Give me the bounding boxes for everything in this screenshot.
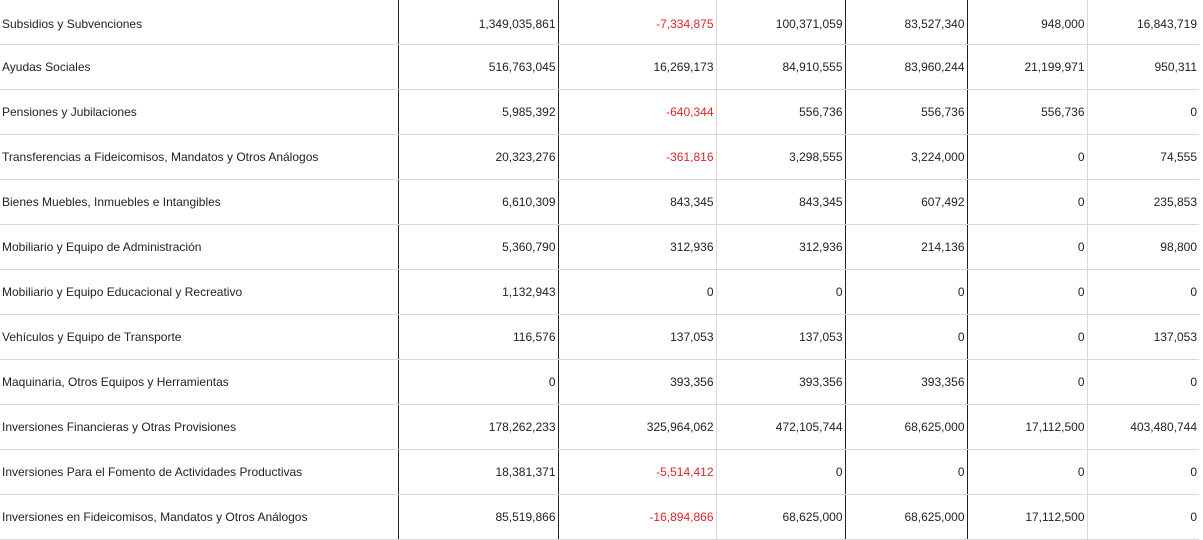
value-cell: 84,910,555 xyxy=(716,45,845,90)
row-label: Ayudas Sociales xyxy=(0,45,398,90)
value-cell: 0 xyxy=(398,360,558,405)
value-cell: 0 xyxy=(845,450,967,495)
table-row xyxy=(0,0,1199,45)
table-row xyxy=(0,270,1199,315)
table-row xyxy=(0,450,1199,495)
value-cell: 0 xyxy=(967,270,1087,315)
table-row xyxy=(0,495,1199,540)
value-cell: 0 xyxy=(967,360,1087,405)
value-cell: 1,349,035,861 xyxy=(398,0,558,45)
value-cell: 68,625,000 xyxy=(716,495,845,540)
value-cell: 393,356 xyxy=(845,360,967,405)
value-cell: 21,199,971 xyxy=(967,45,1087,90)
value-cell: 116,576 xyxy=(398,315,558,360)
value-cell: 843,345 xyxy=(558,180,716,225)
table-row xyxy=(0,45,1199,90)
value-cell: 18,381,371 xyxy=(398,450,558,495)
value-cell: 3,224,000 xyxy=(845,135,967,180)
value-cell: 0 xyxy=(967,315,1087,360)
value-cell: 6,610,309 xyxy=(398,180,558,225)
row-label: Vehículos y Equipo de Transporte xyxy=(0,315,398,360)
value-cell: 948,000 xyxy=(967,0,1087,45)
value-cell: 0 xyxy=(716,450,845,495)
value-cell: -640,344 xyxy=(558,90,716,135)
value-cell: 5,360,790 xyxy=(398,225,558,270)
row-label: Transferencias a Fideicomisos, Mandatos y Otros Análogos xyxy=(0,135,398,180)
row-label: Pensiones y Jubilaciones xyxy=(0,90,398,135)
value-cell: -16,894,866 xyxy=(558,495,716,540)
value-cell: -361,816 xyxy=(558,135,716,180)
value-cell: 950,311 xyxy=(1087,45,1199,90)
value-cell: 0 xyxy=(558,270,716,315)
row-label: Subsidios y Subvenciones xyxy=(0,0,398,45)
value-cell: 214,136 xyxy=(845,225,967,270)
value-cell: 100,371,059 xyxy=(716,0,845,45)
value-cell: 74,555 xyxy=(1087,135,1199,180)
value-cell: 472,105,744 xyxy=(716,405,845,450)
value-cell: -7,334,875 xyxy=(558,0,716,45)
value-cell: 312,936 xyxy=(558,225,716,270)
table-row xyxy=(0,405,1199,450)
value-cell: 556,736 xyxy=(845,90,967,135)
value-cell: 0 xyxy=(967,450,1087,495)
table-row xyxy=(0,225,1199,270)
value-cell: 68,625,000 xyxy=(845,405,967,450)
value-cell: 20,323,276 xyxy=(398,135,558,180)
value-cell: 17,112,500 xyxy=(967,495,1087,540)
value-cell: 235,853 xyxy=(1087,180,1199,225)
value-cell: 0 xyxy=(1087,90,1199,135)
value-cell: 68,625,000 xyxy=(845,495,967,540)
value-cell: 607,492 xyxy=(845,180,967,225)
value-cell: 312,936 xyxy=(716,225,845,270)
value-cell: 83,527,340 xyxy=(845,0,967,45)
value-cell: 516,763,045 xyxy=(398,45,558,90)
row-label: Inversiones Para el Fomento de Actividades Productivas xyxy=(0,450,398,495)
value-cell: 0 xyxy=(845,270,967,315)
table-row xyxy=(0,90,1199,135)
value-cell: 403,480,744 xyxy=(1087,405,1199,450)
value-cell: 393,356 xyxy=(558,360,716,405)
value-cell: 137,053 xyxy=(1087,315,1199,360)
value-cell: 0 xyxy=(1087,270,1199,315)
value-cell: 556,736 xyxy=(967,90,1087,135)
value-cell: 0 xyxy=(1087,495,1199,540)
value-cell: 178,262,233 xyxy=(398,405,558,450)
value-cell: 325,964,062 xyxy=(558,405,716,450)
value-cell: 0 xyxy=(845,315,967,360)
value-cell: -5,514,412 xyxy=(558,450,716,495)
value-cell: 0 xyxy=(967,180,1087,225)
value-cell: 137,053 xyxy=(558,315,716,360)
value-cell: 556,736 xyxy=(716,90,845,135)
row-label: Inversiones Financieras y Otras Provisiones xyxy=(0,405,398,450)
table-row xyxy=(0,135,1199,180)
value-cell: 137,053 xyxy=(716,315,845,360)
value-cell: 16,269,173 xyxy=(558,45,716,90)
value-cell: 16,843,719 xyxy=(1087,0,1199,45)
table-row xyxy=(0,360,1199,405)
value-cell: 3,298,555 xyxy=(716,135,845,180)
row-label: Mobiliario y Equipo Educacional y Recreativo xyxy=(0,270,398,315)
row-label: Bienes Muebles, Inmuebles e Intangibles xyxy=(0,180,398,225)
value-cell: 0 xyxy=(1087,450,1199,495)
value-cell: 0 xyxy=(967,225,1087,270)
table-row xyxy=(0,315,1199,360)
value-cell: 83,960,244 xyxy=(845,45,967,90)
value-cell: 0 xyxy=(967,135,1087,180)
value-cell: 843,345 xyxy=(716,180,845,225)
value-cell: 98,800 xyxy=(1087,225,1199,270)
value-cell: 0 xyxy=(716,270,845,315)
value-cell: 393,356 xyxy=(716,360,845,405)
value-cell: 17,112,500 xyxy=(967,405,1087,450)
value-cell: 0 xyxy=(1087,360,1199,405)
row-label: Inversiones en Fideicomisos, Mandatos y Otros Análogos xyxy=(0,495,398,540)
value-cell: 1,132,943 xyxy=(398,270,558,315)
row-label: Maquinaria, Otros Equipos y Herramientas xyxy=(0,360,398,405)
value-cell: 85,519,866 xyxy=(398,495,558,540)
row-label: Mobiliario y Equipo de Administración xyxy=(0,225,398,270)
value-cell: 5,985,392 xyxy=(398,90,558,135)
table-row xyxy=(0,180,1199,225)
